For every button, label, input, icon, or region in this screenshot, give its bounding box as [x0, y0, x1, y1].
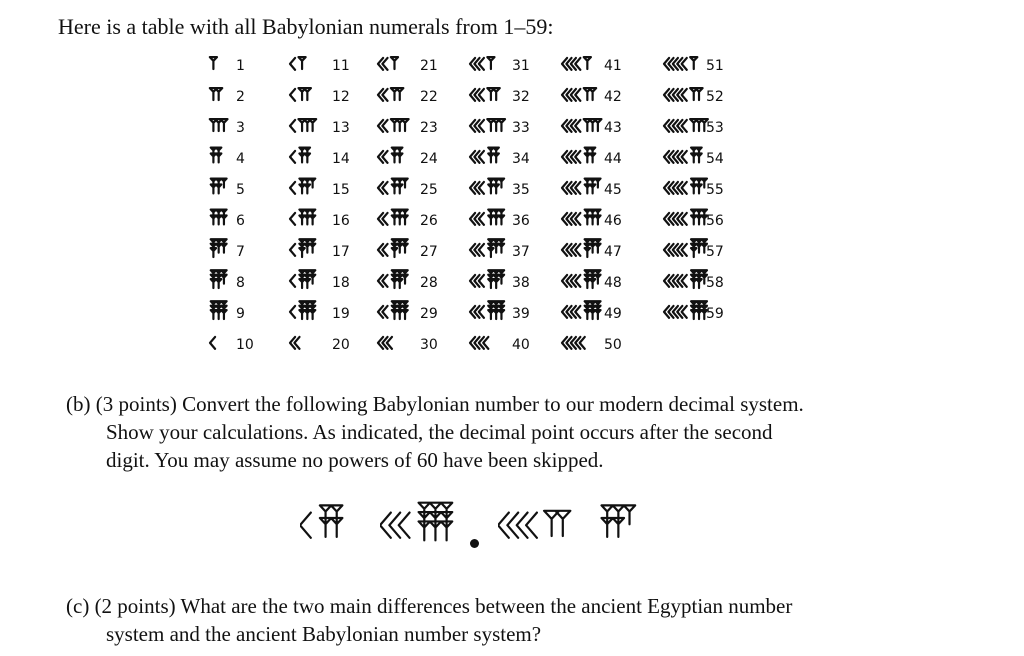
numeral-label: 58	[706, 275, 724, 291]
wedge-strokes	[470, 270, 504, 288]
numeral-cell-27	[378, 238, 438, 266]
wedge-strokes	[300, 505, 342, 537]
numeral-cell-44	[562, 145, 622, 173]
wedge-strokes	[562, 88, 596, 101]
wedge-strokes	[378, 88, 403, 101]
question-b	[66, 390, 928, 474]
numeral-cell-13	[290, 114, 350, 142]
numeral-cell-23	[378, 114, 438, 142]
numeral-label: 25	[420, 182, 438, 198]
cuneiform-glyph-59	[664, 300, 710, 324]
numeral-label: 57	[706, 244, 724, 260]
wedge-strokes	[378, 209, 408, 224]
cuneiform-glyph-45	[562, 176, 603, 200]
numeral-label: 23	[420, 120, 438, 136]
question-c-line1: (2 points) What are the two main differences between the ancient Egyptian number	[94, 594, 793, 618]
numeral-cell-16	[290, 207, 350, 235]
cuneiform-glyph-53	[664, 114, 710, 138]
numeral-cell-47	[562, 238, 622, 266]
cuneiform-glyph-13	[290, 114, 318, 138]
wedge-strokes	[290, 178, 315, 193]
wedge-strokes	[562, 270, 601, 288]
numeral-cell-48	[562, 269, 622, 297]
numeral-label: 39	[512, 306, 530, 322]
wedge-strokes	[378, 178, 408, 193]
numeral-label: 8	[236, 275, 245, 291]
numeral-cell-58	[664, 269, 724, 297]
numeral-cell-32	[470, 83, 530, 111]
problem-digit-2	[380, 500, 456, 550]
numeral-label: 55	[706, 182, 724, 198]
cuneiform-glyph-38	[470, 269, 507, 293]
wedge-strokes	[498, 511, 570, 538]
numeral-label: 26	[420, 213, 438, 229]
numeral-label: 7	[236, 244, 245, 260]
wedge-strokes	[210, 337, 215, 349]
babylonian-numeral-table	[210, 52, 770, 362]
numeral-cell-34	[470, 145, 530, 173]
problem-digit-1	[300, 500, 346, 550]
numeral-label: 44	[604, 151, 622, 167]
numeral-label: 51	[706, 58, 724, 74]
question-c-line2: system and the ancient Babylonian number system?	[106, 622, 542, 646]
cuneiform-glyph-54	[664, 145, 705, 169]
numeral-label: 14	[332, 151, 350, 167]
wedge-strokes	[210, 57, 217, 69]
wedge-strokes	[562, 209, 601, 224]
cuneiform-glyph-9	[210, 300, 230, 324]
numeral-label: 42	[604, 89, 622, 105]
wedge-strokes	[378, 239, 408, 257]
numeral-cell-1	[210, 52, 245, 80]
numeral-cell-10	[210, 331, 254, 359]
wedge-strokes	[664, 119, 708, 132]
cuneiform-glyph-37	[470, 238, 507, 262]
cuneiform-glyph-50	[562, 331, 590, 355]
numeral-cell-18	[290, 269, 350, 297]
numeral-label: 10	[236, 337, 254, 353]
wedge-strokes	[380, 503, 452, 541]
numeral-cell-45	[562, 176, 622, 204]
numeral-cell-12	[290, 83, 350, 111]
wedge-strokes	[562, 178, 601, 193]
cuneiform-glyph-17	[290, 238, 318, 262]
cuneiform-glyph-47	[562, 238, 603, 262]
numeral-cell-59	[664, 300, 724, 328]
cuneiform-glyph-21	[378, 52, 400, 76]
cuneiform-glyph-30	[378, 331, 398, 355]
cuneiform-glyph-5	[210, 176, 230, 200]
numeral-cell-24	[378, 145, 438, 173]
numeral-cell-57	[664, 238, 724, 266]
cuneiform-glyph-7	[210, 238, 230, 262]
wedge-strokes	[211, 239, 227, 257]
numeral-cell-33	[470, 114, 530, 142]
wedge-strokes	[562, 337, 585, 349]
numeral-cell-28	[378, 269, 438, 297]
wedge-strokes	[664, 57, 697, 70]
question-c-label: (c)	[66, 594, 90, 618]
question-b-line3: digit. You may assume no powers of 60 have been skipped.	[106, 448, 604, 472]
wedge-strokes	[664, 209, 707, 224]
numeral-label: 17	[332, 244, 350, 260]
cuneiform-glyph-55	[664, 176, 710, 200]
question-b-line2: Show your calculations. As indicated, the decimal point occurs after the second	[106, 420, 773, 444]
numeral-label: 15	[332, 182, 350, 198]
cuneiform-glyph-40	[470, 331, 494, 355]
numeral-label: 13	[332, 120, 350, 136]
numeral-label: 21	[420, 58, 438, 74]
numeral-cell-41	[562, 52, 622, 80]
numeral-cell-11	[290, 52, 350, 80]
wedge-strokes	[290, 337, 300, 349]
cuneiform-glyph-34	[470, 145, 502, 169]
numeral-label: 53	[706, 120, 724, 136]
wedge-strokes	[210, 88, 222, 100]
wedge-strokes	[664, 301, 707, 319]
numeral-cell-36	[470, 207, 530, 235]
numeral-label: 4	[236, 151, 245, 167]
wedge-strokes	[211, 209, 227, 224]
numeral-label: 35	[512, 182, 530, 198]
wedge-strokes	[664, 178, 707, 193]
cuneiform-glyph-32	[470, 83, 502, 107]
cuneiform-glyph-36	[470, 207, 507, 231]
wedge-strokes	[664, 147, 702, 162]
numeral-label: 43	[604, 120, 622, 136]
problem-digit-4	[600, 500, 639, 550]
cuneiform-glyph-15	[290, 176, 318, 200]
numeral-cell-51	[664, 52, 724, 80]
wedge-strokes	[290, 88, 311, 101]
wedge-strokes	[470, 57, 494, 70]
cuneiform-glyph-18	[290, 269, 318, 293]
numeral-cell-20	[290, 331, 350, 359]
cuneiform-glyph-27	[378, 238, 411, 262]
wedge-strokes	[378, 147, 402, 162]
cuneiform-glyph-49	[562, 300, 603, 324]
cuneiform-glyph-26	[378, 207, 411, 231]
numeral-label: 16	[332, 213, 350, 229]
numeral-cell-40	[470, 331, 530, 359]
numeral-cell-2	[210, 83, 245, 111]
numeral-label: 19	[332, 306, 350, 322]
cuneiform-glyph-35	[470, 176, 507, 200]
numeral-label: 9	[236, 306, 245, 322]
numeral-label: 34	[512, 151, 530, 167]
numeral-cell-30	[378, 331, 438, 359]
numeral-cell-21	[378, 52, 438, 80]
cuneiform-glyph-1	[210, 52, 219, 76]
wedge-strokes	[470, 147, 499, 162]
cuneiform-glyph-25	[378, 176, 411, 200]
numeral-cell-4	[210, 145, 245, 173]
wedge-strokes	[211, 270, 227, 288]
numeral-cell-31	[470, 52, 530, 80]
numeral-label: 30	[420, 337, 438, 353]
wedge-strokes	[664, 239, 707, 257]
numeral-label: 40	[512, 337, 530, 353]
numeral-label: 56	[706, 213, 724, 229]
cuneiform-glyph-3	[210, 114, 230, 138]
numeral-label: 31	[512, 58, 530, 74]
numeral-label: 6	[236, 213, 245, 229]
question-b-label: (b)	[66, 392, 91, 416]
cuneiform-glyph-22	[378, 83, 405, 107]
numeral-cell-46	[562, 207, 622, 235]
cuneiform-glyph-23	[378, 114, 411, 138]
wedge-strokes	[562, 119, 601, 132]
numeral-label: 38	[512, 275, 530, 291]
numeral-label: 46	[604, 213, 622, 229]
numeral-label: 2	[236, 89, 245, 105]
wedge-strokes	[211, 178, 227, 193]
numeral-label: 3	[236, 120, 245, 136]
cuneiform-glyph-2	[210, 83, 224, 107]
numeral-cell-29	[378, 300, 438, 328]
numeral-cell-8	[210, 269, 245, 297]
numeral-cell-49	[562, 300, 622, 328]
cuneiform-glyph-28	[378, 269, 411, 293]
numeral-cell-9	[210, 300, 245, 328]
cuneiform-glyph-41	[562, 52, 593, 76]
numeral-label: 59	[706, 306, 724, 322]
numeral-cell-53	[664, 114, 724, 142]
wedge-strokes	[470, 119, 505, 132]
numeral-label: 22	[420, 89, 438, 105]
wedge-strokes	[290, 270, 315, 288]
wedge-strokes	[378, 57, 398, 70]
numeral-cell-54	[664, 145, 724, 173]
wedge-strokes	[562, 147, 595, 162]
wedge-strokes	[664, 270, 707, 288]
problem-digit-3	[498, 500, 572, 550]
wedge-strokes	[562, 57, 591, 70]
wedge-strokes	[562, 239, 601, 257]
numeral-label: 18	[332, 275, 350, 291]
cuneiform-glyph-8	[210, 269, 230, 293]
question-c	[66, 592, 928, 648]
numeral-cell-52	[664, 83, 724, 111]
numeral-label: 54	[706, 151, 724, 167]
numeral-label: 33	[512, 120, 530, 136]
numeral-label: 41	[604, 58, 622, 74]
cuneiform-glyph-19	[290, 300, 318, 324]
numeral-cell-43	[562, 114, 622, 142]
cuneiform-glyph-29	[378, 300, 411, 324]
cuneiform-glyph-46	[562, 207, 603, 231]
numeral-label: 47	[604, 244, 622, 260]
numeral-cell-7	[210, 238, 245, 266]
numeral-label: 50	[604, 337, 622, 353]
wedge-strokes	[210, 119, 228, 131]
numeral-label: 32	[512, 89, 530, 105]
wedge-strokes	[290, 119, 316, 132]
cuneiform-glyph-43	[562, 114, 603, 138]
wedge-strokes	[211, 147, 222, 162]
numeral-cell-5	[210, 176, 245, 204]
numeral-cell-22	[378, 83, 438, 111]
numeral-label: 52	[706, 89, 724, 105]
cuneiform-glyph-12	[290, 83, 313, 107]
cuneiform-glyph-6	[210, 207, 230, 231]
wedge-strokes	[470, 88, 500, 101]
numeral-cell-37	[470, 238, 530, 266]
cuneiform-glyph-14	[290, 145, 313, 169]
numeral-label: 11	[332, 58, 350, 74]
numeral-cell-14	[290, 145, 350, 173]
numeral-label: 37	[512, 244, 530, 260]
numeral-label: 24	[420, 151, 438, 167]
numeral-cell-19	[290, 300, 350, 328]
numeral-label: 45	[604, 182, 622, 198]
wedge-strokes	[290, 57, 306, 70]
cuneiform-glyph-42	[562, 83, 598, 107]
cuneiform-glyph-11	[290, 52, 308, 76]
wedge-strokes	[290, 239, 315, 257]
cuneiform-glyph-56	[664, 207, 710, 231]
cuneiform-glyph-52	[664, 83, 705, 107]
numeral-label: 12	[332, 89, 350, 105]
numeral-label: 48	[604, 275, 622, 291]
numeral-cell-55	[664, 176, 724, 204]
numeral-cell-35	[470, 176, 530, 204]
numeral-cell-15	[290, 176, 350, 204]
cuneiform-glyph-4	[210, 145, 224, 169]
cuneiform-glyph-31	[470, 52, 496, 76]
wedge-strokes	[290, 147, 310, 162]
cuneiform-glyph-58	[664, 269, 710, 293]
sexagesimal-point	[470, 539, 479, 548]
numeral-cell-25	[378, 176, 438, 204]
numeral-label: 1	[236, 58, 245, 74]
cuneiform-glyph-48	[562, 269, 603, 293]
intro-text: Here is a table with all Babylonian numerals from 1–59:	[58, 14, 554, 39]
question-b-line1: (3 points) Convert the following Babylonian number to our modern decimal system.	[95, 392, 804, 416]
wedge-strokes	[470, 239, 504, 257]
numeral-label: 5	[236, 182, 245, 198]
cuneiform-glyph-10	[210, 331, 221, 355]
wedge-strokes	[602, 505, 636, 537]
wedge-strokes	[378, 337, 392, 349]
cuneiform-glyph-57	[664, 238, 710, 262]
cuneiform-glyph-20	[290, 331, 305, 355]
numeral-label: 29	[420, 306, 438, 322]
wedge-strokes	[290, 301, 315, 319]
numeral-cell-17	[290, 238, 350, 266]
wedge-strokes	[470, 178, 504, 193]
numeral-cell-6	[210, 207, 245, 235]
wedge-strokes	[378, 270, 408, 288]
wedge-strokes	[290, 209, 315, 224]
numeral-cell-3	[210, 114, 245, 142]
wedge-strokes	[470, 301, 504, 319]
numeral-label: 36	[512, 213, 530, 229]
cuneiform-glyph-16	[290, 207, 318, 231]
numeral-label: 20	[332, 337, 350, 353]
cuneiform-glyph-33	[470, 114, 507, 138]
numeral-label: 27	[420, 244, 438, 260]
numeral-cell-56	[664, 207, 724, 235]
wedge-strokes	[211, 301, 227, 319]
wedge-strokes	[378, 301, 408, 319]
numeral-cell-39	[470, 300, 530, 328]
cuneiform-glyph-44	[562, 145, 598, 169]
numeral-label: 49	[604, 306, 622, 322]
wedge-strokes	[664, 88, 703, 101]
wedge-strokes	[378, 119, 409, 132]
numeral-cell-26	[378, 207, 438, 235]
numeral-cell-42	[562, 83, 622, 111]
wedge-strokes	[470, 337, 488, 349]
cuneiform-glyph-24	[378, 145, 405, 169]
numeral-label: 28	[420, 275, 438, 291]
cuneiform-glyph-51	[664, 52, 699, 76]
cuneiform-glyph-39	[470, 300, 507, 324]
numeral-cell-50	[562, 331, 622, 359]
wedge-strokes	[562, 301, 601, 319]
numeral-cell-38	[470, 269, 530, 297]
wedge-strokes	[470, 209, 504, 224]
